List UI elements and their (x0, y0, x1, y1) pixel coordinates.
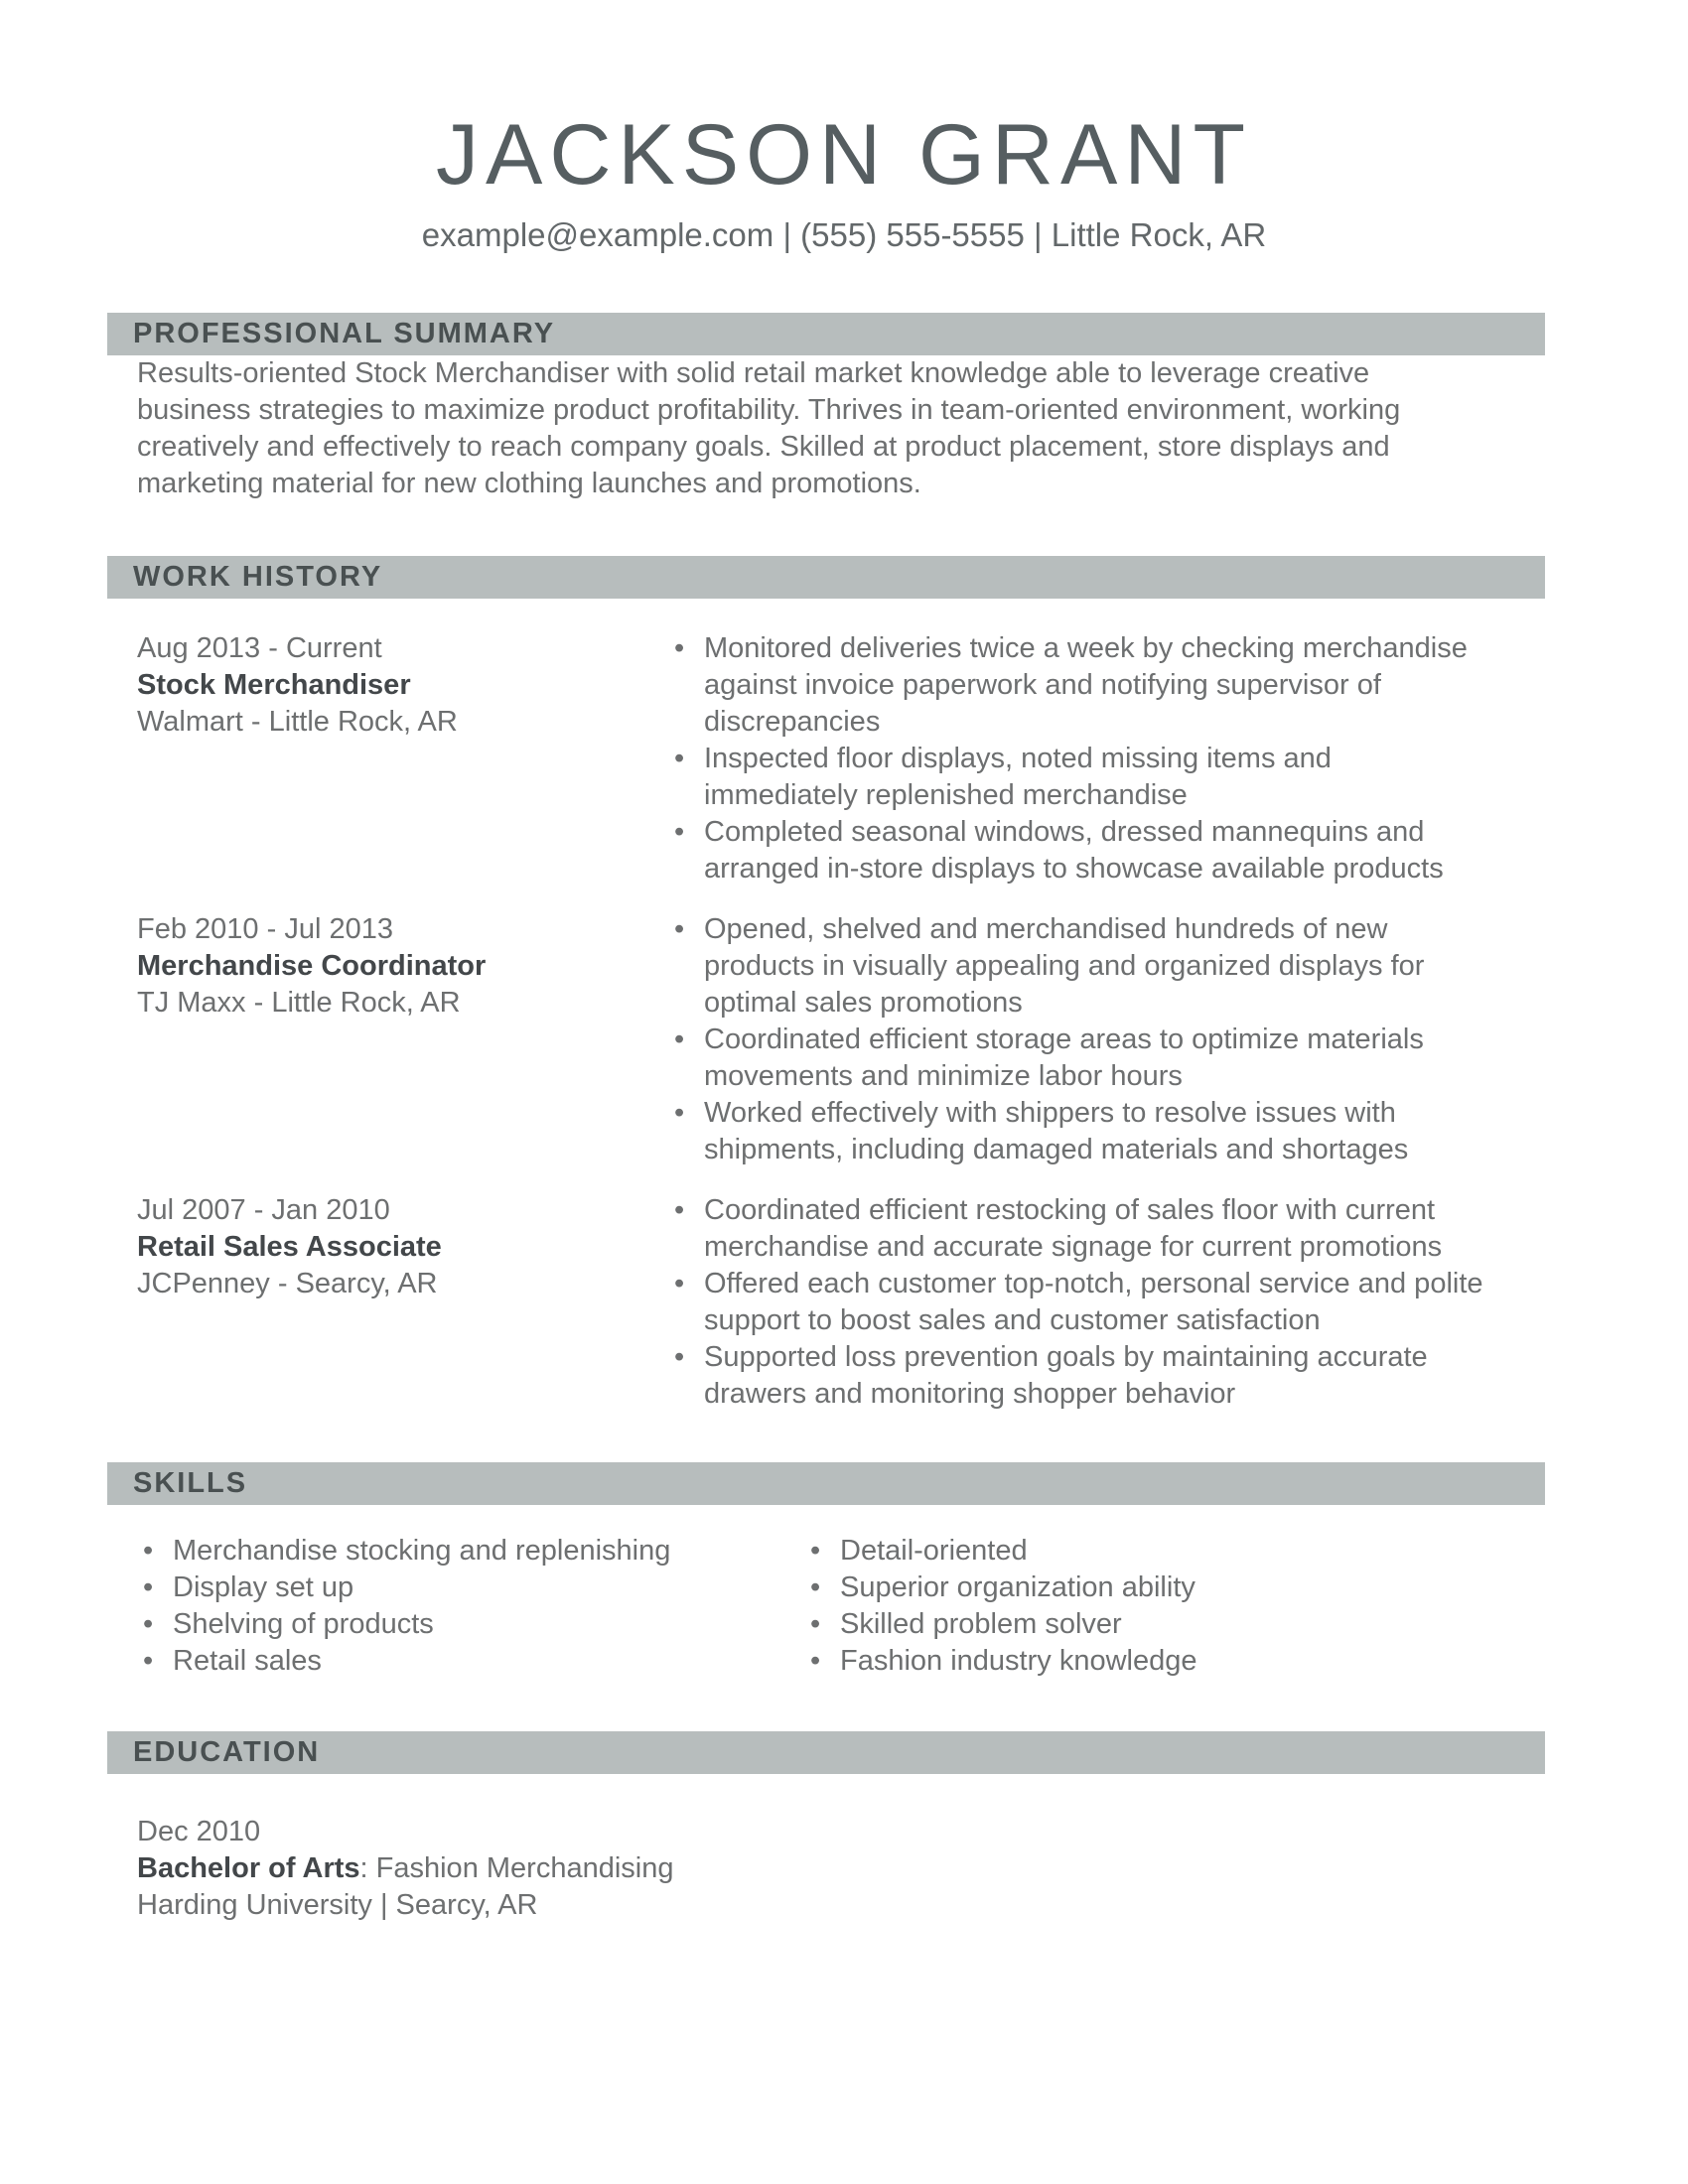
section-title: WORK HISTORY (133, 561, 383, 593)
job-bullet: • Inspected floor displays, noted missing items and immediately replenished merchandise (668, 741, 1492, 814)
job-bullet: • Completed seasonal windows, dressed mannequins and arranged in-store displays to showcase available products (668, 814, 1492, 887)
job-bullet-list (668, 630, 1492, 887)
section-professional-summary (107, 355, 1545, 502)
job-company: TJ Maxx - Little Rock, AR (137, 987, 461, 1019)
education-major: : Fashion Merchandising (359, 1852, 674, 1884)
education-degree-line (137, 1850, 1545, 1887)
job-entry (137, 911, 1545, 1168)
job-dates: Feb 2010 - Jul 2013 (137, 913, 393, 945)
job-title: Merchandise Coordinator (137, 950, 487, 982)
section-education (107, 1814, 1545, 1924)
skill-item: • Fashion industry knowledge (804, 1643, 1545, 1680)
section-title: PROFESSIONAL SUMMARY (133, 318, 556, 349)
section-header-education (107, 1731, 1545, 1774)
skill-item: • Detail-oriented (804, 1533, 1545, 1570)
job-company: JCPenney - Searcy, AR (137, 1268, 438, 1299)
skill-item: • Skilled problem solver (804, 1606, 1545, 1643)
section-title: SKILLS (133, 1467, 248, 1499)
skill-item: • Display set up (137, 1570, 804, 1606)
job-bullet: • Coordinated efficient storage areas to optimize materials movements and minimize labor hours (668, 1022, 1492, 1095)
job-bullet: • Worked effectively with shippers to resolve issues with shipments, including damaged materials and shortages (668, 1095, 1492, 1168)
job-entry (137, 1192, 1545, 1413)
education-degree: Bachelor of Arts (137, 1852, 360, 1884)
section-work-history (107, 630, 1545, 1413)
candidate-name: JACKSON GRANT (435, 107, 1253, 203)
section-title: EDUCATION (133, 1736, 321, 1768)
skills-list-left (137, 1533, 804, 1680)
job-meta (137, 630, 668, 887)
skills-columns (137, 1533, 1545, 1680)
job-title: Stock Merchandiser (137, 669, 411, 701)
education-date: Dec 2010 (137, 1816, 261, 1847)
skill-item: • Retail sales (137, 1643, 804, 1680)
education-school: Harding University | Searcy, AR (137, 1889, 538, 1921)
job-meta (137, 911, 668, 1168)
skill-item: • Shelving of products (137, 1606, 804, 1643)
summary-paragraph: Results-oriented Stock Merchandiser with solid retail market knowledge able to leverage creative business strategies to maximize product profitability. Thrives in team-oriented environment, working creatively and effectively to reach company goals. Skilled at product placement, store displays and marketing material for new clothing launches and promotions. (137, 357, 1401, 499)
section-header-work-history (107, 556, 1545, 599)
contact-line: example@example.com | (555) 555-5555 | Little Rock, AR (421, 216, 1267, 253)
job-company: Walmart - Little Rock, AR (137, 706, 458, 738)
job-bullet: • Coordinated efficient restocking of sales floor with current merchandise and accurate signage for current promotions (668, 1192, 1492, 1266)
job-dates: Jul 2007 - Jan 2010 (137, 1194, 390, 1226)
job-bullet: • Opened, shelved and merchandised hundreds of new products in visually appealing and organized displays for optimal sales promotions (668, 911, 1492, 1022)
skills-list-right (804, 1533, 1545, 1680)
job-bullet: • Monitored deliveries twice a week by checking merchandise against invoice paperwork and notifying supervisor of discrepancies (668, 630, 1492, 741)
job-meta (137, 1192, 668, 1413)
section-header-professional-summary (107, 313, 1545, 355)
job-bullet-list (668, 911, 1492, 1168)
skill-item: • Superior organization ability (804, 1570, 1545, 1606)
job-title: Retail Sales Associate (137, 1231, 442, 1263)
job-bullet: • Supported loss prevention goals by maintaining accurate drawers and monitoring shopper behavior (668, 1339, 1492, 1413)
job-bullet-list (668, 1192, 1492, 1413)
resume-header (0, 0, 1688, 253)
skill-item: • Merchandise stocking and replenishing (137, 1533, 804, 1570)
section-skills (107, 1533, 1545, 1680)
job-dates: Aug 2013 - Current (137, 632, 382, 664)
section-header-skills (107, 1462, 1545, 1505)
job-bullet: • Offered each customer top-notch, personal service and polite support to boost sales and customer satisfaction (668, 1266, 1492, 1339)
job-entry (137, 630, 1545, 887)
